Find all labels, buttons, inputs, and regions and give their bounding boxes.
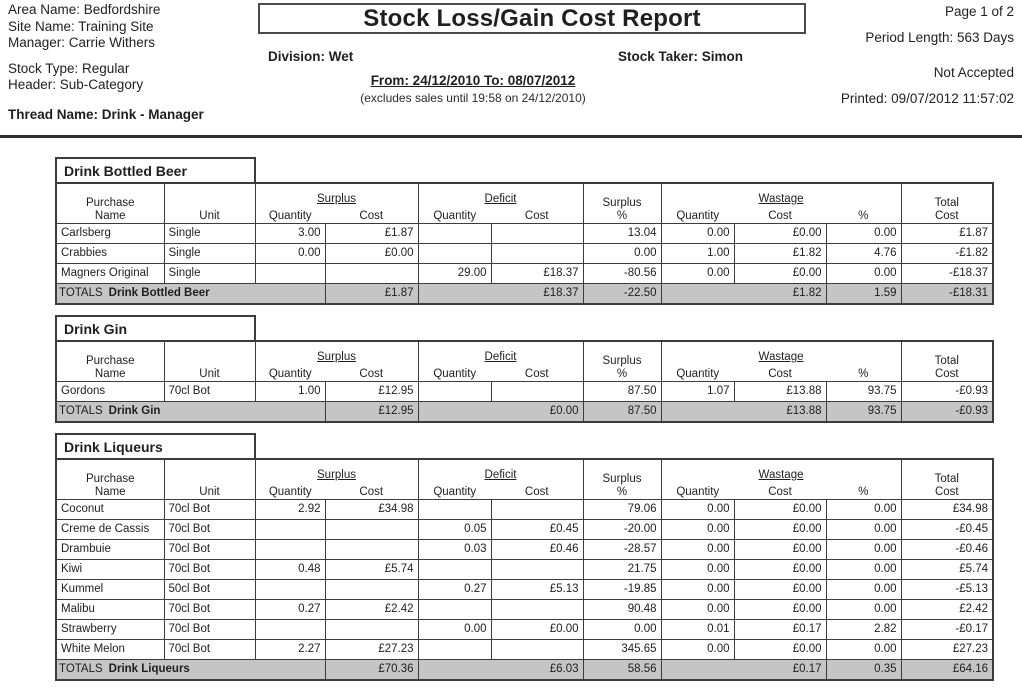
purchase-name-cell: Strawberry [56, 619, 164, 639]
wastage-pct-cell: 0.00 [826, 579, 901, 599]
col-unit: Unit [164, 341, 255, 381]
report-table [55, 458, 994, 681]
deficit-quantity-cell: 0.03 [418, 539, 491, 559]
surplus-pct-cell: 90.48 [583, 599, 661, 619]
wastage-group-label: Wastage [758, 469, 804, 481]
col-purchase-name [56, 183, 164, 223]
totals-deficit-cost-cell: £0.00 [418, 401, 583, 422]
surplus-quantity-cell: 0.00 [255, 243, 325, 263]
total-cost-cell: £2.42 [901, 599, 993, 619]
totals-surplus-pct-cell: 58.56 [583, 659, 661, 680]
table-row [56, 243, 993, 263]
col-wastage-cost: Cost [734, 363, 826, 381]
col-deficit-cost: Cost [491, 205, 583, 223]
stock-type: Stock Type: Regular [8, 60, 130, 76]
total-line1: Total [934, 354, 959, 367]
wastage-pct-cell: 0.00 [826, 263, 901, 283]
col-surplus-pct [583, 183, 661, 223]
surplus-pct-cell: -80.56 [583, 263, 661, 283]
surplus-pct-line2: % [616, 485, 628, 498]
surplus-cost-cell [325, 539, 418, 559]
col-group-deficit [418, 183, 583, 205]
col-wastage-pct: % [826, 363, 901, 381]
surplus-cost-cell: £12.95 [325, 381, 418, 401]
purchase-name-cell: White Melon [56, 639, 164, 659]
totals-row [56, 659, 993, 680]
stock-taker-text: Stock Taker: Simon [618, 49, 744, 64]
totals-category: Drink Gin [108, 405, 161, 418]
col-wastage-cost: Cost [734, 481, 826, 499]
surplus-cost-cell [325, 619, 418, 639]
wastage-quantity-cell: 0.00 [661, 559, 734, 579]
surplus-pct-cell: 87.50 [583, 381, 661, 401]
wastage-pct-cell: 0.00 [826, 539, 901, 559]
totals-surplus-cost-cell: £70.36 [325, 659, 418, 680]
col-wastage-quantity: Quantity [661, 205, 734, 223]
surplus-quantity-cell: 3.00 [255, 223, 325, 243]
col-purchase-line2: Name [94, 367, 126, 380]
wastage-cost-cell: £0.00 [734, 499, 826, 519]
purchase-name-cell: Drambuie [56, 539, 164, 559]
wastage-group-label: Wastage [758, 193, 804, 205]
total-line2: Cost [934, 209, 959, 222]
surplus-cost-cell: £5.74 [325, 559, 418, 579]
totals-surplus-cost-cell: £12.95 [325, 401, 418, 422]
wastage-cost-cell: £0.00 [734, 539, 826, 559]
surplus-pct-line1: Surplus [602, 196, 642, 209]
col-group-surplus [255, 459, 418, 481]
site-name: Site Name: Training Site [8, 18, 154, 34]
totals-wastage-cost-cell: £0.17 [661, 659, 826, 680]
totals-total-cost-cell: -£0.93 [901, 401, 993, 422]
table-row [56, 499, 993, 519]
deficit-quantity-cell [418, 639, 491, 659]
col-purchase-line1: Purchase [85, 472, 135, 485]
col-purchase-line1: Purchase [85, 196, 135, 209]
wastage-cost-cell: £0.00 [734, 599, 826, 619]
surplus-pct-line2: % [616, 209, 628, 222]
col-wastage-pct: % [826, 481, 901, 499]
wastage-quantity-cell: 0.00 [661, 599, 734, 619]
totals-row [56, 401, 993, 422]
col-surplus-pct [583, 341, 661, 381]
wastage-pct-cell: 2.82 [826, 619, 901, 639]
area-name: Area Name: Bedfordshire [8, 2, 161, 17]
unit-cell: 70cl Bot [164, 639, 255, 659]
col-unit: Unit [164, 459, 255, 499]
totals-surplus-pct-cell: 87.50 [583, 401, 661, 422]
category-section [55, 157, 992, 305]
wastage-quantity-cell: 1.07 [661, 381, 734, 401]
wastage-cost-cell: £13.88 [734, 381, 826, 401]
wastage-cost-cell: £1.82 [734, 243, 826, 263]
division-text: Division: Wet [268, 49, 354, 64]
deficit-cost-cell: £0.45 [491, 519, 583, 539]
totals-category: Drink Liqueurs [108, 663, 190, 676]
total-line2: Cost [934, 485, 959, 498]
unit-cell: 70cl Bot [164, 619, 255, 639]
purchase-name-cell: Crabbies [56, 243, 164, 263]
wastage-cost-cell: £0.00 [734, 639, 826, 659]
total-line1: Total [934, 196, 959, 209]
col-purchase-name [56, 341, 164, 381]
table-row [56, 223, 993, 243]
page-number: Page 1 of 2 [944, 4, 1014, 19]
surplus-quantity-cell: 2.27 [255, 639, 325, 659]
wastage-quantity-cell: 1.00 [661, 243, 734, 263]
tables-area [55, 157, 992, 681]
table-row [56, 519, 993, 539]
deficit-cost-cell: £5.13 [491, 579, 583, 599]
deficit-cost-cell [491, 639, 583, 659]
surplus-quantity-cell: 0.48 [255, 559, 325, 579]
col-surplus-cost: Cost [325, 363, 418, 381]
totals-wastage-pct-cell: 93.75 [826, 401, 901, 422]
col-deficit-cost: Cost [491, 481, 583, 499]
col-deficit-cost: Cost [491, 363, 583, 381]
col-group-deficit [418, 341, 583, 363]
total-cost-cell: -£0.93 [901, 381, 993, 401]
deficit-quantity-cell [418, 599, 491, 619]
deficit-cost-cell [491, 243, 583, 263]
deficit-group-label: Deficit [484, 351, 517, 363]
header-group-row [56, 459, 993, 481]
manager-name: Manager: Carrie Withers [8, 35, 156, 50]
printed-timestamp: Printed: 09/07/2012 11:57:02 [840, 91, 1014, 106]
surplus-cost-cell [325, 263, 418, 283]
surplus-pct-cell: 0.00 [583, 619, 661, 639]
col-purchase-line1: Purchase [85, 354, 135, 367]
col-surplus-cost: Cost [325, 481, 418, 499]
unit-cell: 70cl Bot [164, 599, 255, 619]
wastage-pct-cell: 0.00 [826, 499, 901, 519]
total-cost-cell: -£5.13 [901, 579, 993, 599]
header-group-row [56, 183, 993, 205]
surplus-group-label: Surplus [317, 469, 356, 481]
deficit-cost-cell [491, 223, 583, 243]
col-group-wastage [661, 459, 901, 481]
wastage-cost-cell: £0.00 [734, 519, 826, 539]
purchase-name-cell: Magners Original [56, 263, 164, 283]
deficit-cost-cell [491, 381, 583, 401]
totals-category: Drink Bottled Beer [108, 287, 210, 300]
deficit-quantity-cell: 29.00 [418, 263, 491, 283]
table-row [56, 539, 993, 559]
col-deficit-quantity: Quantity [418, 363, 491, 381]
total-cost-cell: -£0.45 [901, 519, 993, 539]
table-row [56, 639, 993, 659]
surplus-quantity-cell: 1.00 [255, 381, 325, 401]
deficit-cost-cell [491, 499, 583, 519]
totals-total-cost-cell: -£18.31 [901, 283, 993, 304]
report-header [0, 0, 1022, 138]
surplus-cost-cell: £1.87 [325, 223, 418, 243]
date-note: (excludes sales until 19:58 on 24/12/2010) [360, 91, 586, 105]
surplus-quantity-cell [255, 539, 325, 559]
surplus-cost-cell: £0.00 [325, 243, 418, 263]
total-cost-cell: -£0.17 [901, 619, 993, 639]
surplus-pct-cell: -20.00 [583, 519, 661, 539]
surplus-pct-line1: Surplus [602, 354, 642, 367]
col-wastage-pct: % [826, 205, 901, 223]
col-group-wastage [661, 341, 901, 363]
wastage-cost-cell: £0.00 [734, 559, 826, 579]
col-group-surplus [255, 341, 418, 363]
wastage-pct-cell: 0.00 [826, 223, 901, 243]
surplus-pct-cell: 21.75 [583, 559, 661, 579]
header-mode: Header: Sub-Category [8, 77, 144, 92]
surplus-pct-cell: 13.04 [583, 223, 661, 243]
category-title: Drink Liqueurs [55, 433, 256, 458]
deficit-quantity-cell [418, 223, 491, 243]
purchase-name-cell: Kummel [56, 579, 164, 599]
report-info-left [8, 2, 204, 123]
col-deficit-quantity: Quantity [418, 481, 491, 499]
totals-row [56, 283, 993, 304]
col-purchase-name [56, 459, 164, 499]
surplus-quantity-cell [255, 519, 325, 539]
surplus-quantity-cell [255, 619, 325, 639]
total-cost-cell: £1.87 [901, 223, 993, 243]
wastage-quantity-cell: 0.00 [661, 499, 734, 519]
header-group-row [56, 341, 993, 363]
col-total-cost [901, 341, 993, 381]
unit-cell: Single [164, 263, 255, 283]
totals-word: TOTALS [59, 663, 103, 676]
surplus-pct-line1: Surplus [602, 472, 642, 485]
surplus-cost-cell [325, 519, 418, 539]
deficit-quantity-cell: 0.00 [418, 619, 491, 639]
purchase-name-cell: Carlsberg [56, 223, 164, 243]
surplus-pct-cell: 345.65 [583, 639, 661, 659]
wastage-pct-cell: 4.76 [826, 243, 901, 263]
deficit-quantity-cell [418, 243, 491, 263]
totals-wastage-pct-cell: 0.35 [826, 659, 901, 680]
col-surplus-pct [583, 459, 661, 499]
total-cost-cell: £34.98 [901, 499, 993, 519]
totals-wastage-cost-cell: £1.82 [661, 283, 826, 304]
surplus-cost-cell: £34.98 [325, 499, 418, 519]
deficit-cost-cell: £18.37 [491, 263, 583, 283]
wastage-quantity-cell: 0.00 [661, 519, 734, 539]
wastage-cost-cell: £0.00 [734, 223, 826, 243]
category-title: Drink Bottled Beer [55, 157, 256, 182]
col-surplus-quantity: Quantity [255, 363, 325, 381]
wastage-quantity-cell: 0.01 [661, 619, 734, 639]
surplus-quantity-cell [255, 263, 325, 283]
deficit-group-label: Deficit [484, 469, 517, 481]
table-row [56, 579, 993, 599]
title-box [258, 3, 806, 34]
col-deficit-quantity: Quantity [418, 205, 491, 223]
totals-wastage-pct-cell: 1.59 [826, 283, 901, 304]
total-cost-cell: £5.74 [901, 559, 993, 579]
surplus-quantity-cell [255, 579, 325, 599]
deficit-quantity-cell [418, 499, 491, 519]
report-info-right [841, 4, 1014, 107]
date-range: From: 24/12/2010 To: 08/07/2012 [370, 73, 576, 88]
surplus-pct-line2: % [616, 367, 628, 380]
table-row [56, 599, 993, 619]
wastage-quantity-cell: 0.00 [661, 223, 734, 243]
purchase-name-cell: Coconut [56, 499, 164, 519]
wastage-cost-cell: £0.00 [734, 579, 826, 599]
col-unit: Unit [164, 183, 255, 223]
wastage-cost-cell: £0.00 [734, 263, 826, 283]
deficit-quantity-cell: 0.05 [418, 519, 491, 539]
period-length: Period Length: 563 Days [865, 30, 1014, 45]
unit-cell: 70cl Bot [164, 499, 255, 519]
surplus-pct-cell: -28.57 [583, 539, 661, 559]
table-row [56, 619, 993, 639]
surplus-pct-cell: 79.06 [583, 499, 661, 519]
unit-cell: 70cl Bot [164, 559, 255, 579]
totals-deficit-cost-cell: £18.37 [418, 283, 583, 304]
totals-surplus-cost-cell: £1.87 [325, 283, 418, 304]
wastage-quantity-cell: 0.00 [661, 539, 734, 559]
wastage-cost-cell: £0.17 [734, 619, 826, 639]
purchase-name-cell: Malibu [56, 599, 164, 619]
wastage-pct-cell: 0.00 [826, 599, 901, 619]
category-title: Drink Gin [55, 315, 256, 340]
totals-wastage-cost-cell: £13.88 [661, 401, 826, 422]
report-table [55, 182, 994, 305]
category-section [55, 315, 992, 423]
deficit-cost-cell [491, 559, 583, 579]
col-group-wastage [661, 183, 901, 205]
col-group-surplus [255, 183, 418, 205]
col-total-cost [901, 459, 993, 499]
surplus-group-label: Surplus [317, 351, 356, 363]
surplus-pct-cell: -19.85 [583, 579, 661, 599]
unit-cell: 50cl Bot [164, 579, 255, 599]
wastage-pct-cell: 93.75 [826, 381, 901, 401]
deficit-quantity-cell [418, 381, 491, 401]
col-wastage-quantity: Quantity [661, 481, 734, 499]
totals-word: TOTALS [59, 287, 103, 300]
wastage-quantity-cell: 0.00 [661, 579, 734, 599]
wastage-pct-cell: 0.00 [826, 519, 901, 539]
unit-cell: Single [164, 223, 255, 243]
table-row [56, 263, 993, 283]
surplus-quantity-cell: 0.27 [255, 599, 325, 619]
unit-cell: Single [164, 243, 255, 263]
col-surplus-quantity: Quantity [255, 481, 325, 499]
surplus-pct-cell: 0.00 [583, 243, 661, 263]
unit-cell: 70cl Bot [164, 539, 255, 559]
col-total-cost [901, 183, 993, 223]
category-section [55, 433, 992, 681]
purchase-name-cell: Gordons [56, 381, 164, 401]
table-row [56, 381, 993, 401]
surplus-cost-cell: £2.42 [325, 599, 418, 619]
wastage-quantity-cell: 0.00 [661, 263, 734, 283]
deficit-cost-cell: £0.00 [491, 619, 583, 639]
totals-label-cell [56, 283, 325, 304]
surplus-cost-cell [325, 579, 418, 599]
col-surplus-quantity: Quantity [255, 205, 325, 223]
col-group-deficit [418, 459, 583, 481]
total-cost-cell: -£0.46 [901, 539, 993, 559]
totals-total-cost-cell: £64.16 [901, 659, 993, 680]
purchase-name-cell: Kiwi [56, 559, 164, 579]
wastage-pct-cell: 0.00 [826, 639, 901, 659]
table-row [56, 559, 993, 579]
totals-surplus-pct-cell: -22.50 [583, 283, 661, 304]
unit-cell: 70cl Bot [164, 381, 255, 401]
purchase-name-cell: Creme de Cassis [56, 519, 164, 539]
total-cost-cell: -£18.37 [901, 263, 993, 283]
report-table [55, 340, 994, 423]
thread-name: Thread Name: Drink - Manager [8, 106, 204, 122]
deficit-quantity-cell: 0.27 [418, 579, 491, 599]
totals-deficit-cost-cell: £6.03 [418, 659, 583, 680]
report-title: Stock Loss/Gain Cost Report [363, 4, 701, 32]
wastage-quantity-cell: 0.00 [661, 639, 734, 659]
col-purchase-line2: Name [94, 209, 126, 222]
total-cost-cell: £27.23 [901, 639, 993, 659]
total-cost-cell: -£1.82 [901, 243, 993, 263]
col-surplus-cost: Cost [325, 205, 418, 223]
total-line1: Total [934, 472, 959, 485]
totals-label-cell [56, 401, 325, 422]
wastage-group-label: Wastage [758, 351, 804, 363]
col-wastage-quantity: Quantity [661, 363, 734, 381]
deficit-group-label: Deficit [484, 193, 517, 205]
col-purchase-line2: Name [94, 485, 126, 498]
deficit-quantity-cell [418, 559, 491, 579]
totals-word: TOTALS [59, 405, 103, 418]
unit-cell: 70cl Bot [164, 519, 255, 539]
total-line2: Cost [934, 367, 959, 380]
surplus-quantity-cell: 2.92 [255, 499, 325, 519]
wastage-pct-cell: 0.00 [826, 559, 901, 579]
surplus-cost-cell: £27.23 [325, 639, 418, 659]
surplus-group-label: Surplus [317, 193, 356, 205]
deficit-cost-cell: £0.46 [491, 539, 583, 559]
acceptance-status: Not Accepted [933, 65, 1014, 80]
col-wastage-cost: Cost [734, 205, 826, 223]
totals-label-cell [56, 659, 325, 680]
deficit-cost-cell [491, 599, 583, 619]
